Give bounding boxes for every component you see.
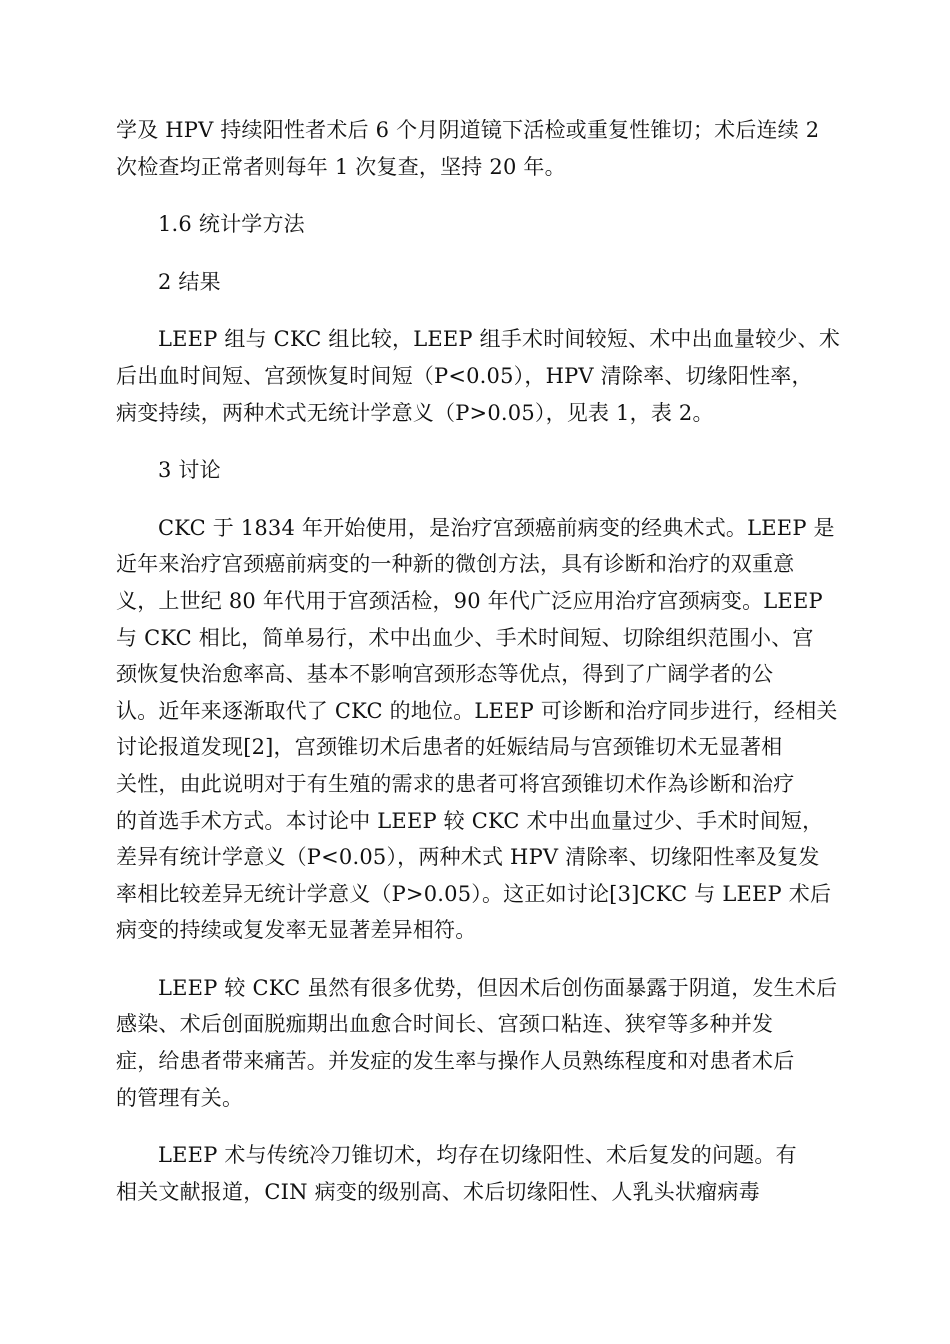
paragraph-results: [116, 321, 841, 431]
text-line: 率相比较差异无统计学意义（P>0.05）。这正如讨论[3]CKC 与 LEEP 术后: [116, 881, 832, 906]
text-line: 的首选手术方式。本讨论中 LEEP 较 CKC 术中出血量过少、手术时间短，: [116, 808, 824, 833]
text-line: 症，给患者带来痛苦。并发症的发生率与操作人员熟练程度和对患者术后: [116, 1049, 795, 1074]
text-line: LEEP 术与传统冷刀锥切术，均存在切缘阳性、术后复发的问题。有: [158, 1143, 797, 1168]
text-line: 差异有统计学意义（P<0.05），两种术式 HPV 清除率、切缘阳性率及复发: [116, 845, 820, 870]
paragraph-gap: [116, 1116, 836, 1137]
text-line: 的管理有关。: [116, 1085, 244, 1110]
paragraph-complications: [116, 970, 836, 1116]
text-line: 关性，由此说明对于有生殖的需求的患者可将宫颈锥切术作為诊断和治疗: [116, 771, 795, 796]
paragraph-followup: [116, 112, 836, 185]
section-heading-statistics: 1.6 统计学方法: [158, 212, 305, 237]
paragraph-gap: [116, 243, 836, 264]
paragraph-gap: [116, 489, 836, 510]
paragraph-gap: [116, 431, 836, 452]
text-line: 感染、术后创面脱痂期出血愈合时间长、宫颈口粘连、狭窄等多种并发: [116, 1012, 774, 1037]
text-line: 讨论报道发现[2]，宫颈锥切术后患者的妊娠结局与宫颈锥切术无显著相: [116, 735, 783, 760]
text-line: 病变的持续或复发率无显著差异相符。: [116, 918, 477, 943]
text-line: LEEP 组与 CKC 组比较，LEEP 组手术时间较短、术中出血量较少、术: [158, 327, 841, 352]
text-line: 后出血时间短、宫颈恢复时间短（P<0.05），HPV 清除率、切缘阳性率，: [116, 363, 813, 388]
text-line: 颈恢复快治愈率高、基本不影响宫颈形态等优点，得到了广阔学者的公: [116, 662, 774, 687]
paragraph-discussion: [116, 510, 836, 949]
text-line: 近年来治疗宫颈癌前病变的一种新的微创方法，具有诊断和治疗的双重意: [116, 552, 795, 577]
document-page: [116, 112, 841, 1210]
text-line: 病变持续，两种术式无统计学意义（P>0.05），见表 1，表 2。: [116, 400, 714, 425]
paragraph-gap: [116, 300, 836, 321]
paragraph-gap: [116, 949, 836, 970]
section-heading-results: 2 结果: [158, 269, 221, 294]
text-line: 与 CKC 相比，简单易行，术中出血少、手术时间短、切除组织范围小、宫: [116, 625, 814, 650]
text-line: LEEP 较 CKC 虽然有很多优势，但因术后创伤面暴露于阴道，发生术后: [158, 975, 838, 1000]
text-line: 学及 HPV 持续阳性者术后 6 个月阴道镜下活检或重复性锥切；术后连续 2: [116, 118, 820, 142]
text-line: 次检查均正常者则每年 1 次复查，坚持 20 年。: [116, 154, 566, 179]
text-line: 义，上世纪 80 年代用于宫颈活检，90 年代广泛应用治疗宫颈病变。LEEP: [116, 588, 823, 613]
text-line: 相关文献报道，CIN 病变的级别高、术后切缘阳性、人乳头状瘤病毒: [116, 1179, 760, 1204]
text-line: CKC 于 1834 年开始使用，是治疗宫颈癌前病变的经典术式。LEEP 是: [158, 515, 835, 540]
section-heading-discussion: 3 讨论: [158, 458, 221, 483]
text-line: 认。近年来逐渐取代了 CKC 的地位。LEEP 可诊断和治疗同步进行，经相关: [116, 698, 838, 723]
paragraph-gap: [116, 185, 836, 206]
paragraph-margins: [116, 1137, 836, 1210]
